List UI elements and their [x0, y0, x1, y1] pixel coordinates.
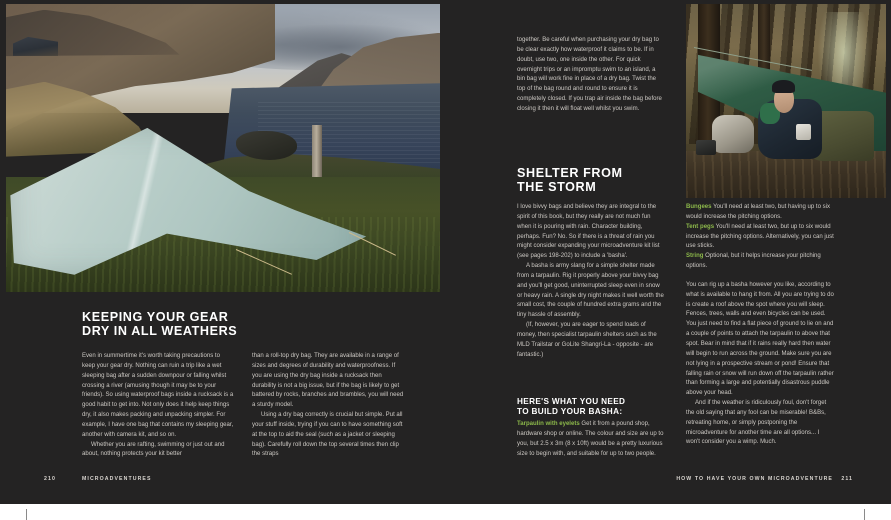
crop-mark-bottom-left-v [26, 509, 27, 520]
crop-mark-bottom-right-v [864, 509, 865, 520]
paragraph: Even in summertime it's worth taking precautions to keep your gear dry. Nothing can ruin a trip like a wet sleeping bag after a sudden downpour or falling whilst crossing a river (amusing though it may be to your friends). So using waterproof bags inside a rucksack is a good habit to get into. Not only does it help keep things dry, it also makes packing and unpacking simpler. For example, I have one bag that contains my sleeping gear, another with camera kit, and so on. [82, 353, 234, 438]
kit-text: Get it from a pound shop, hardware shop or online. The colour and size are up to you, but 2.5 x 3m (8 x 10ft) would be a pretty luxurious size to begin with, and suitable for up to two people. [517, 421, 664, 457]
paragraph-spacer [686, 272, 834, 281]
left-heading-line-1: KEEPING YOUR GEAR [82, 310, 229, 324]
left-heading-line-2: DRY IN ALL WEATHERS [82, 324, 238, 339]
right-running-head: HOW TO HAVE YOUR OWN MICROADVENTURE [676, 476, 833, 482]
mug [796, 124, 811, 140]
shore-rock [236, 131, 297, 160]
kit-term: String [686, 253, 704, 260]
paragraph: I love bivvy bags and believe they are integral to the spirit of this book, but they really are not much fun when it is pouring with rain. Character building, perhaps. Fun? No. So if there is a threat of rain you might consider expanding your microadventure kit list (see pages 198-202) to include a 'basha'. [517, 204, 660, 260]
rucksack [712, 115, 754, 154]
paragraph: together. Be careful when purchasing your dry bag to be clear exactly how waterproof it claims to be. If in doubt, use two, one inside the other. For quick overnight trips or an impromptu swim to an island, a bin bag will work fine in place of a dry bag. Twist the top of the bag round and round to ensure it is completely closed. If you trap air inside the bag before closing it then it will float well whilst you swim. [517, 37, 662, 112]
kit-term: Bungees [686, 204, 712, 210]
right-page-number: 211 [841, 476, 853, 482]
right-page-column-2 [686, 203, 834, 448]
paragraph: (If, however, you are eager to spend loads of money, then specialist tarpaulin shelters such as the MLD Trailstar or GoLite Shangri-La - opposite - are fantastic.) [517, 322, 657, 358]
paragraph: And if the weather is ridiculously foul, don't forget the old saying that any fool can be miserable! B&Bs, retreating home, or simply postponing the microadventure for another time are all options... I won't consider you a wimp. Much. [686, 400, 827, 446]
subheading-line-1: HERE'S WHAT YOU NEED [517, 397, 626, 406]
tarp-shelter-by-loch-photo [6, 4, 440, 292]
paragraph: Using a dry bag correctly is crucial but simple. Put all your stuff inside, trying if you can to have something soft at the top to aid the seal (such as a jacket or sleeping bag). Carefully roll down the top several times then clip the straps [252, 412, 403, 458]
subheading-line-2: TO BUILD YOUR BASHA: [517, 406, 623, 416]
left-page-column-1 [82, 352, 234, 460]
paragraph: You can rig up a basha however you like, according to what is available to hang it from. All you are trying to do is create a roof above the spot where you will sleep. Fences, trees, walls and even bicycles can be used. You just need to find a flat piece of ground to lie on and a couple of points to attach the tarpaulin to above that spot. Bear in mind that if it rains really hard then water will begin to run across the ground. Make sure you are not lying in a prospective stream or pond! Ensure that falling rain or snow will run down off the tarpaulin rather than forming a large and potentially disastrous puddle above your head. [686, 281, 834, 397]
kit-list-item [517, 420, 665, 459]
left-page-number: 210 [44, 476, 56, 482]
kit-list-item [686, 203, 834, 223]
kit-list-column-1 [517, 420, 665, 459]
left-page-heading [82, 310, 262, 338]
right-page [445, 0, 891, 504]
kit-list-item [686, 252, 834, 272]
right-page-column-1-top [517, 36, 665, 115]
kit-term: Tent pegs [686, 223, 715, 230]
person-beanie-hat [772, 80, 795, 94]
right-page-subheading [517, 397, 677, 416]
right-page-heading [517, 166, 687, 194]
left-page-column-2 [252, 352, 404, 460]
right-heading-line-2: THE STORM [517, 180, 597, 195]
kit-list-item [686, 223, 834, 253]
kit-text: You'll need at least two, but up to six would increase the pitching options. Alternatively, you can just use sticks. [686, 223, 834, 250]
man-under-green-tarp-photo [686, 4, 886, 198]
kit-text: You'll need at least two, but having up to six would increase the pitching options. [686, 204, 831, 220]
kit-text: Optional, but it helps increase your pitching options. [686, 253, 821, 270]
left-page [0, 0, 445, 504]
paragraph: A basha is army slang for a simple shelter made from a tarpaulin. Rig it properly above your bivvy bag and you'll get good, uninterrupted sleep even in snow or heavy rain. A single dry night makes it well worth the small cost, the couple of hundred extra grams and the tiny hassle of assembly. [517, 263, 664, 319]
kit-term: Tarpaulin with eyelets [517, 421, 580, 427]
right-page-column-1-body [517, 203, 665, 361]
camp-stove [696, 140, 716, 156]
left-running-head: MICROADVENTURES [82, 476, 152, 482]
paragraph: than a roll-top dry bag. They are available in a range of sizes and degrees of durability and waterproofness. If you are using the dry bag inside a rucksack then durability is not a big issue, but if the bag is likely to get battered by rocks, branches and brambles, you will need a sturdy model. [252, 353, 404, 409]
paragraph: Whether you are rafting, swimming or just out and about, nothing protects your kit better [82, 441, 225, 458]
right-heading-line-1: SHELTER FROM [517, 166, 623, 180]
